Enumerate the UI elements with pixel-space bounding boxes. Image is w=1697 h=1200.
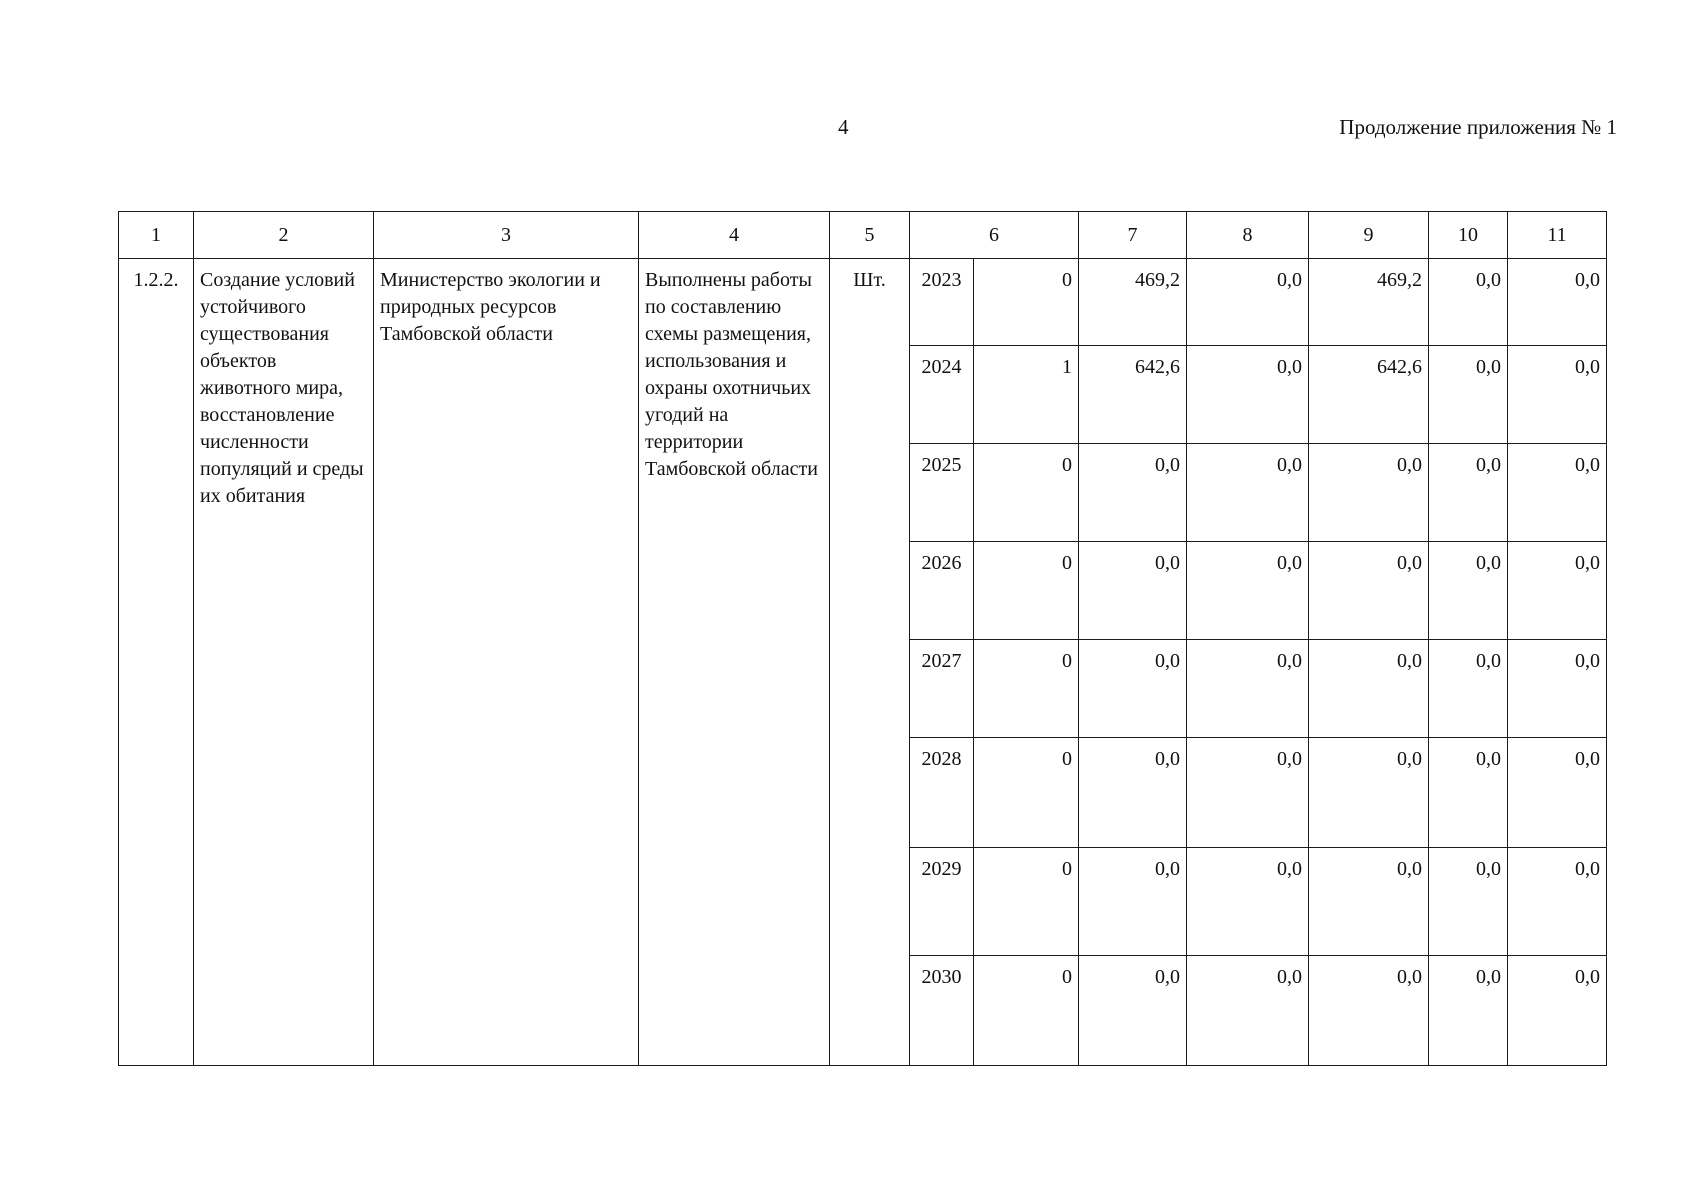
column-header: 3 bbox=[374, 212, 639, 259]
column-header: 6 bbox=[910, 212, 1079, 259]
column-header: 1 bbox=[119, 212, 194, 259]
activity-name: Создание условий устойчивого существования объектов животного мира, восстановление численности популяций и среды их обитания bbox=[194, 259, 374, 1066]
indicator-value: 1 bbox=[974, 346, 1079, 444]
amount-col-10: 0,0 bbox=[1429, 346, 1508, 444]
amount-col-10: 0,0 bbox=[1429, 956, 1508, 1066]
amount-col-10: 0,0 bbox=[1429, 444, 1508, 542]
column-number-header-row bbox=[119, 212, 1607, 259]
column-header: 5 bbox=[830, 212, 910, 259]
column-header: 2 bbox=[194, 212, 374, 259]
indicator-value: 0 bbox=[974, 956, 1079, 1066]
year-cell: 2028 bbox=[910, 738, 974, 848]
amount-col-8: 0,0 bbox=[1187, 259, 1309, 346]
amount-col-11: 0,0 bbox=[1508, 259, 1607, 346]
column-header: 11 bbox=[1508, 212, 1607, 259]
amount-col-11: 0,0 bbox=[1508, 956, 1607, 1066]
amount-col-11: 0,0 bbox=[1508, 738, 1607, 848]
amount-col-8: 0,0 bbox=[1187, 640, 1309, 738]
year-cell: 2024 bbox=[910, 346, 974, 444]
amount-col-8: 0,0 bbox=[1187, 346, 1309, 444]
indicator-value: 0 bbox=[974, 259, 1079, 346]
amount-col-7: 0,0 bbox=[1079, 542, 1187, 640]
amount-col-7: 0,0 bbox=[1079, 444, 1187, 542]
amount-col-9: 0,0 bbox=[1309, 444, 1429, 542]
amount-col-9: 642,6 bbox=[1309, 346, 1429, 444]
indicator-value: 0 bbox=[974, 848, 1079, 956]
column-header: 7 bbox=[1079, 212, 1187, 259]
amount-col-8: 0,0 bbox=[1187, 444, 1309, 542]
year-cell: 2023 bbox=[910, 259, 974, 346]
amount-col-9: 0,0 bbox=[1309, 542, 1429, 640]
activity-result: Выполнены работы по составлению схемы размещения, использования и охраны охотничьих угодий на территории Тамбовской области bbox=[639, 259, 830, 1066]
indicator-value: 0 bbox=[974, 444, 1079, 542]
amount-col-8: 0,0 bbox=[1187, 956, 1309, 1066]
activity-code: 1.2.2. bbox=[119, 259, 194, 1066]
unit-of-measure: Шт. bbox=[830, 259, 910, 1066]
amount-col-11: 0,0 bbox=[1508, 346, 1607, 444]
program-table bbox=[118, 211, 1607, 1066]
indicator-value: 0 bbox=[974, 640, 1079, 738]
page-number: 4 bbox=[838, 115, 849, 139]
appendix-continuation-note: Продолжение приложения № 1 bbox=[1339, 115, 1617, 139]
year-cell: 2026 bbox=[910, 542, 974, 640]
column-header: 10 bbox=[1429, 212, 1508, 259]
amount-col-7: 642,6 bbox=[1079, 346, 1187, 444]
amount-col-10: 0,0 bbox=[1429, 848, 1508, 956]
amount-col-7: 0,0 bbox=[1079, 738, 1187, 848]
year-cell: 2030 bbox=[910, 956, 974, 1066]
amount-col-7: 0,0 bbox=[1079, 640, 1187, 738]
amount-col-7: 469,2 bbox=[1079, 259, 1187, 346]
amount-col-10: 0,0 bbox=[1429, 738, 1508, 848]
amount-col-10: 0,0 bbox=[1429, 640, 1508, 738]
amount-col-9: 0,0 bbox=[1309, 640, 1429, 738]
amount-col-8: 0,0 bbox=[1187, 848, 1309, 956]
table-row bbox=[119, 259, 1607, 346]
amount-col-9: 469,2 bbox=[1309, 259, 1429, 346]
amount-col-9: 0,0 bbox=[1309, 848, 1429, 956]
responsible-executor: Министерство экологии и природных ресурсов Тамбовской области bbox=[374, 259, 639, 1066]
column-header: 4 bbox=[639, 212, 830, 259]
indicator-value: 0 bbox=[974, 542, 1079, 640]
amount-col-11: 0,0 bbox=[1508, 640, 1607, 738]
amount-col-8: 0,0 bbox=[1187, 542, 1309, 640]
amount-col-9: 0,0 bbox=[1309, 738, 1429, 848]
amount-col-11: 0,0 bbox=[1508, 542, 1607, 640]
amount-col-8: 0,0 bbox=[1187, 738, 1309, 848]
column-header: 9 bbox=[1309, 212, 1429, 259]
indicator-value: 0 bbox=[974, 738, 1079, 848]
year-cell: 2027 bbox=[910, 640, 974, 738]
column-header: 8 bbox=[1187, 212, 1309, 259]
amount-col-11: 0,0 bbox=[1508, 444, 1607, 542]
amount-col-7: 0,0 bbox=[1079, 848, 1187, 956]
amount-col-7: 0,0 bbox=[1079, 956, 1187, 1066]
amount-col-10: 0,0 bbox=[1429, 542, 1508, 640]
amount-col-9: 0,0 bbox=[1309, 956, 1429, 1066]
amount-col-11: 0,0 bbox=[1508, 848, 1607, 956]
amount-col-10: 0,0 bbox=[1429, 259, 1508, 346]
year-cell: 2029 bbox=[910, 848, 974, 956]
year-cell: 2025 bbox=[910, 444, 974, 542]
